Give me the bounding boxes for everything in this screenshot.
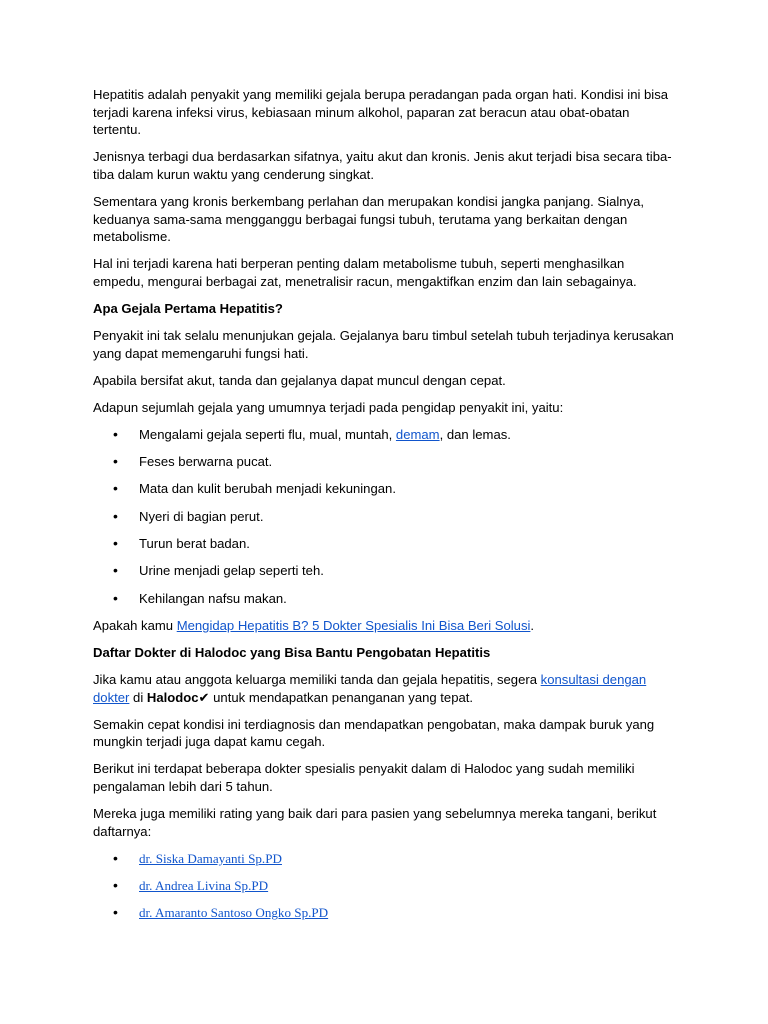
symptom-text: Mata dan kulit berubah menjadi kekuningan. bbox=[139, 481, 396, 497]
intro-paragraph: Hepatitis adalah penyakit yang memiliki gejala berupa peradangan pada organ hati. Kondisi ini bisa terjadi karena infeksi virus, kebiasaan minum alkohol, paparan zat beracun atau obat-obatan tertentu. bbox=[93, 87, 669, 138]
symptom-item bbox=[93, 453, 675, 471]
symptom-item bbox=[93, 480, 675, 498]
doctor-list bbox=[93, 850, 675, 922]
check-icon: ✔ bbox=[198, 689, 210, 705]
bullet: • bbox=[113, 480, 118, 497]
symptom-item bbox=[93, 562, 675, 580]
doctor-link[interactable]: dr. Siska Damayanti Sp.PD bbox=[139, 850, 282, 866]
doctor-link[interactable]: dr. Andrea Livina Sp.PD bbox=[139, 878, 269, 894]
symptom-text: , dan lemas. bbox=[439, 426, 511, 442]
symptoms-intro-paragraph: Penyakit ini tak selalu menunjukan gejala. Gejalanya baru timbul setelah tubuh terjadinya kerusakan yang dapat memengaruhi fungsi hati. bbox=[93, 328, 674, 361]
symptom-text: Mengalami gejala seperti flu, mual, muntah, bbox=[139, 426, 396, 442]
fever-link[interactable]: demam bbox=[395, 426, 440, 442]
bullet: • bbox=[113, 535, 118, 552]
bullet: • bbox=[113, 453, 118, 470]
symptom-list bbox=[93, 426, 675, 607]
consult-middle: di bbox=[129, 689, 147, 705]
bullet: • bbox=[113, 507, 118, 524]
consult-paragraph bbox=[93, 671, 675, 706]
doctor-item bbox=[93, 877, 675, 895]
symptom-item bbox=[93, 508, 675, 526]
related-article-lead: Apakah kamu bbox=[93, 617, 177, 633]
bullet: • bbox=[113, 562, 118, 579]
document-page bbox=[93, 86, 675, 932]
symptom-text: Nyeri di bagian perut. bbox=[139, 508, 264, 524]
symptom-item bbox=[93, 590, 675, 608]
chronic-paragraph: Sementara yang kronis berkembang perlahan dan merupakan kondisi jangka panjang. Sialnya, keduanya sama-sama mengganggu berbagai fungsi tubuh, terutama yang berkaitan dengan metabolisme. bbox=[93, 193, 645, 245]
halodoc-brand: Halodoc bbox=[146, 689, 199, 705]
doctor-item bbox=[93, 850, 675, 868]
symptom-text: Kehilangan nafsu makan. bbox=[139, 590, 287, 606]
consult-lead: Jika kamu atau anggota keluarga memiliki tanda dan gejala hepatitis, segera bbox=[93, 672, 541, 688]
related-article-link[interactable]: Mengidap Hepatitis B? 5 Dokter Spesialis Ini Bisa Beri Solusi bbox=[176, 617, 531, 633]
early-diagnosis-paragraph: Semakin cepat kondisi ini terdiagnosis dan mendapatkan pengobatan, maka dampak buruk yang mungkin terjadi juga dapat kamu cegah. bbox=[93, 716, 655, 750]
related-article-paragraph bbox=[93, 617, 675, 635]
symptom-text: Feses berwarna pucat. bbox=[139, 454, 273, 470]
symptom-text: Urine menjadi gelap seperti teh. bbox=[139, 563, 324, 579]
metabolism-paragraph: Hal ini terjadi karena hati berperan penting dalam metabolisme tubuh, seperti menghasilkan empedu, mengurai berbagai zat, menetralisir racun, mengaktifkan enzim dan lain sebagainya. bbox=[93, 256, 637, 289]
acute-paragraph: Apabila bersifat akut, tanda dan gejalanya dapat muncul dengan cepat. bbox=[93, 372, 506, 388]
bullet: • bbox=[113, 904, 118, 921]
related-article-end: . bbox=[530, 617, 535, 633]
consult-end: untuk mendapatkan penanganan yang tepat. bbox=[209, 689, 474, 705]
bullet: • bbox=[113, 589, 118, 606]
symptoms-heading: Apa Gejala Pertama Hepatitis? bbox=[93, 300, 283, 316]
bullet: • bbox=[113, 877, 118, 894]
doctor-link[interactable]: dr. Amaranto Santoso Ongko Sp.PD bbox=[139, 905, 329, 921]
symptoms-lead-paragraph: Adapun sejumlah gejala yang umumnya terjadi pada pengidap penyakit ini, yaitu: bbox=[93, 399, 564, 415]
doctors-heading: Daftar Dokter di Halodoc yang Bisa Bantu Pengobatan Hepatitis bbox=[93, 644, 491, 660]
specialists-paragraph: Berikut ini terdapat beberapa dokter spesialis penyakit dalam di Halodoc yang sudah memiliki pengalaman lebih dari 5 tahun. bbox=[93, 761, 635, 795]
doctor-item bbox=[93, 904, 675, 922]
types-paragraph: Jenisnya terbagi dua berdasarkan sifatnya, yaitu akut dan kronis. Jenis akut terjadi bisa secara tiba-tiba dalam kurun waktu yang cenderung singkat. bbox=[93, 149, 672, 182]
rating-paragraph: Mereka juga memiliki rating yang baik dari para pasien yang sebelumnya mereka tangani, berikut daftarnya: bbox=[93, 806, 657, 839]
consult-doctor-link[interactable]: konsultasi dengan dokter bbox=[93, 672, 647, 705]
symptom-text: Turun berat badan. bbox=[139, 536, 250, 552]
bullet: • bbox=[113, 849, 118, 866]
symptom-item bbox=[93, 535, 675, 553]
bullet: • bbox=[113, 425, 118, 442]
symptom-item bbox=[93, 426, 675, 444]
